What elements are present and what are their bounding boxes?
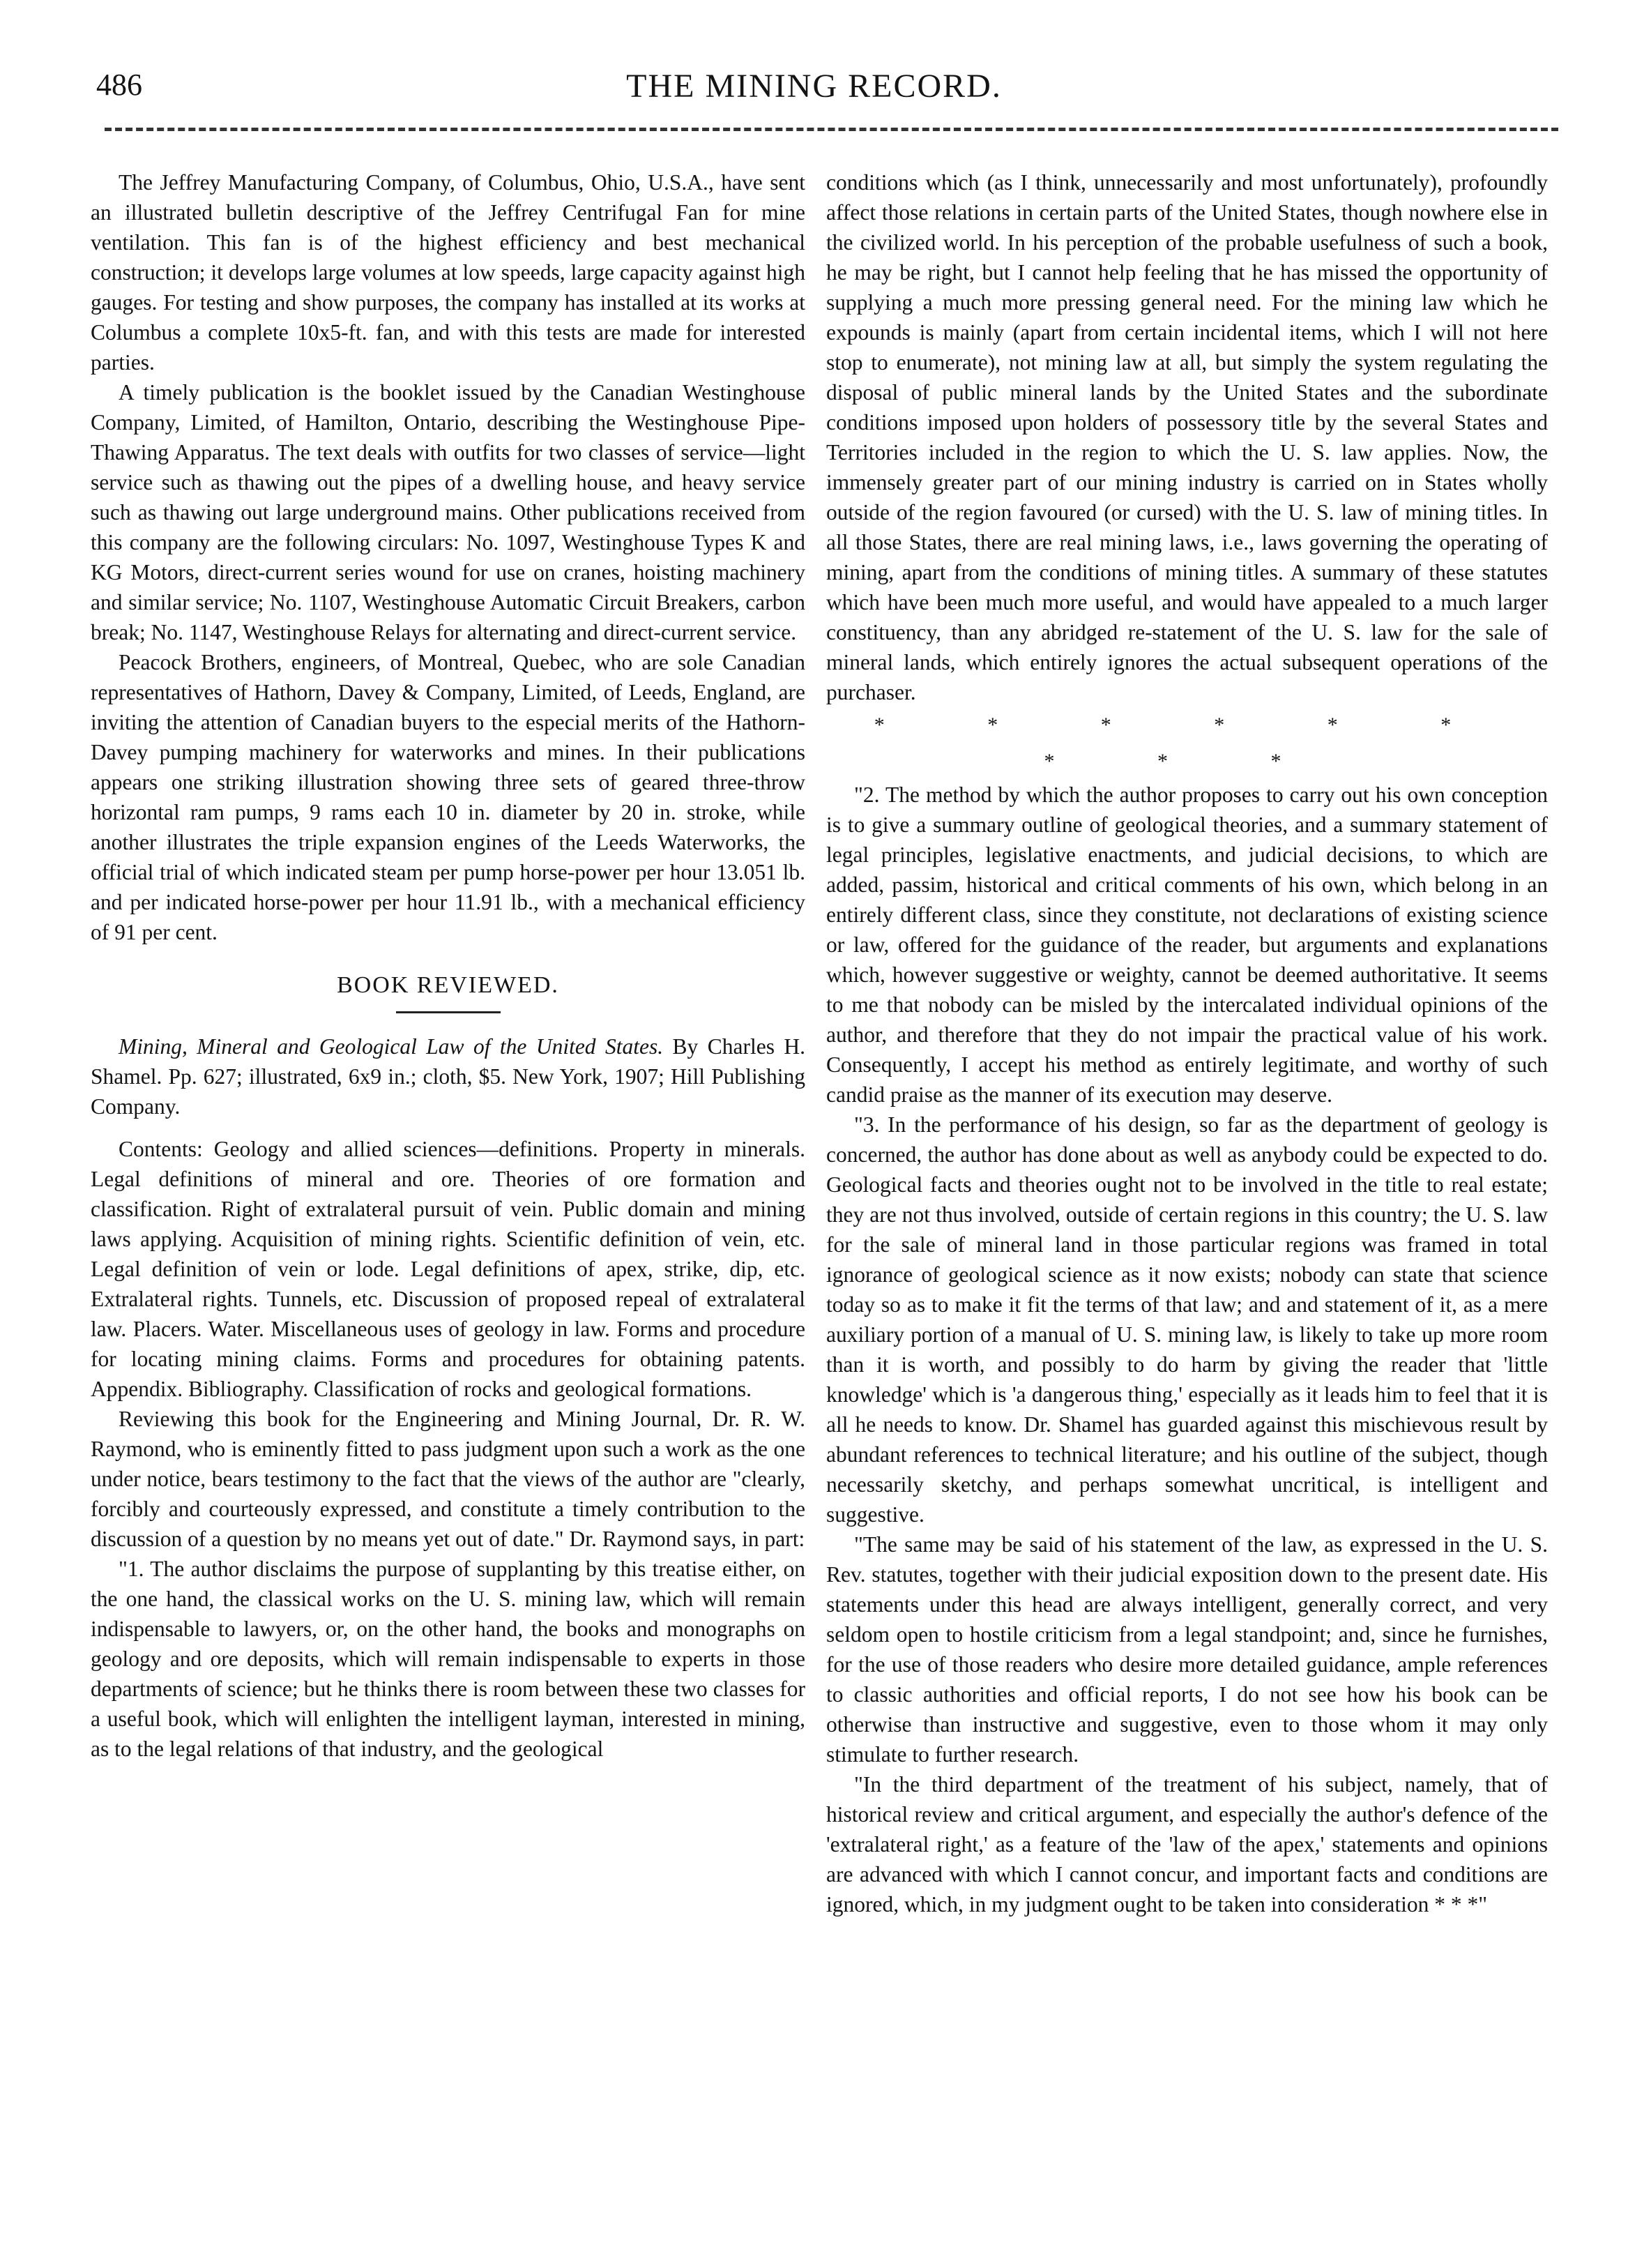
left-column [91,167,805,2226]
paragraph-westinghouse: A timely publication is the booklet issued by the Canadian Westinghouse Company, Limited, of Hamilton, Ontario, describing the Westinghouse Pipe-Thawing Apparatus. The text deals with outfits for two classes of service—light service such as thawing out the pipes of a dwelling house, and heavy service such as thawing out large underground mains. Other publications received from this company are the following circulars: No. 1097, Westinghouse Types K and KG Motors, direct-current series wound for use on cranes, hoisting machinery and similar service; No. 1107, Westinghouse Automatic Circuit Breakers, carbon break; No. 1147, Westinghouse Relays for alternating and direct-current service. [91,380,805,644]
paragraph-conditions: conditions which (as I think, unnecessarily and most unfortunately), profoundly affect those relations in certain parts of the United States, though nowhere else in the civilized world. In his perception of the probable usefulness of such a book, he may be right, but I cannot help feeling that he has missed the opportunity of supplying a much more pressing general need. For the mining law which he expounds is mainly (apart from certain incidental items, which I will not here stop to enumerate), not mining law at all, but simply the system regulating the disposal of public mineral lands by the United States and the subordinate conditions imposed upon holders of possessory title by the several States and Territories included in the region to which the U. S. law applies. Now, the immensely greater part of our mining industry is carried on in States wholly outside of the region favoured (or cursed) with the U. S. law of mining titles. In all those States, there are real mining laws, i.e., laws governing the operating of mining, apart from the conditions of mining titles. A summary of these statutes which have been much more useful, and would have appealed to a much larger constituency, than any abridged re-statement of the U. S. law for the sale of mineral lands, which entirely ignores the actual subsequent operations of the purchaser. [826,170,1548,704]
book-title: Mining, Mineral and Geological Law of the United States. [119,1034,664,1059]
paragraph-contents: Contents: Geology and allied sciences—definitions. Property in minerals. Legal definitions of mineral and ore. Theories of ore formation and classification. Right of extralateral pursuit of vein. Public domain and mining laws applying. Acquisition of mining rights. Scientific definition of vein, etc. Legal definition of vein or lode. Legal definitions of apex, strike, dip, etc. Extralateral rights. Tunnels, etc. Discussion of proposed repeal of extralateral law. Placers. Water. Miscellaneous uses of geology in law. Forms and procedure for locating mining claims. Forms and procedures for obtaining patents. Appendix. Bibliography. Classification of rocks and geological formations. [91,1137,805,1401]
paragraph-jeffrey: The Jeffrey Manufacturing Company, of Columbus, Ohio, U.S.A., have sent an illustrated bulletin descriptive of the Jeffrey Centrifugal Fan for mine ventilation. This fan is of the highest efficiency and best mechanical construction; it develops large volumes at low speeds, large capacity against high gauges. For testing and show purposes, the company has installed at its works at Columbus a complete 10x5-ft. fan, and with this tests are made for interested parties. [91,170,805,375]
book-citation [91,1031,805,1121]
asterisk-divider: * * * * * * * * * [874,713,1500,773]
paragraph-third-department: "In the third department of the treatment of his subject, namely, that of historical review and critical argument, and especially the author's defence of the 'extralateral right,' as a feature of the 'law of the apex,' statements and opinions are advanced with which I cannot concur, and important facts and conditions are ignored, which, in my judgment ought to be taken into consideration * * *" [826,1772,1548,1917]
page-number: 486 [96,68,142,102]
paragraph-point-3: "3. In the performance of his design, so far as the department of geology is concerned, the author has done about as well as anybody could be expected to do. Geological facts and theories ought not to be involved in the title to real estate; they are not thus involved, outside of certain regions in this country; the U. S. law for the sale of mineral land in those particular regions was framed in total ignorance of geological science as it now exists; nobody can state that science today so as to make it fit the terms of that law; and and statement of it, as a mere auxiliary portion of a manual of U. S. mining law, is likely to take up more room than it is worth, and possibly to do harm by giving the reader that 'little knowledge' which is 'a dangerous thing,' especially as it leads him to feel that it is all he needs to know. Dr. Shamel has guarded against this mischievous result by abundant references to technical literature; and his outline of the subject, though necessarily sketchy, and perhaps somewhat uncritical, is intelligent and suggestive. [826,1112,1548,1527]
section-rule [396,1011,501,1013]
right-column [826,167,1548,2226]
paragraph-point-2: "2. The method by which the author proposes to carry out his own conception is to give a summary outline of geological theories, and a summary statement of legal principles, legislative enactments, and judicial decisions, to which are added, passim, historical and critical comments of his own, which belong in an entirely different class, since they constitute, not declarations of existing science or law, offered for the guidance of the reader, but arguments and explanations which, however suggestive or weighty, cannot be deemed authoritative. It seems to me that nobody can be misled by the intercalated individual opinions of the author, and therefore that they do not impair the practical value of his work. Consequently, I accept his method as entirely legitimate, and worthy of such candid praise as the manner of its execution may deserve. [826,783,1548,1107]
book-details: By Charles H. Shamel. Pp. 627; illustrated, 6x9 in.; cloth, $5. New York, 1907; Hill Publishing Company. [91,1034,806,1119]
running-head: THE MINING RECORD. [626,68,1002,105]
paragraph-point-1: "1. The author disclaims the purpose of supplanting by this treatise either, on the one hand, the classical works on the U. S. mining law, which will remain indispensable to lawyers, or, on the other hand, the books and monographs on geology and ore deposits, which will remain indispensable to experts in those departments of science; but he thinks there is room between these two classes for a useful book, which will enlighten the intelligent layman, interested in mining, as to the legal relations of that industry, and the geological [91,1557,805,1761]
section-title: BOOK REVIEWED. [337,972,559,998]
header-rule [105,128,1558,131]
paragraph-reviewing: Reviewing this book for the Engineering and Mining Journal, Dr. R. W. Raymond, who is eminently fitted to pass judgment upon such a work as the one under notice, bears testimony to the fact that the views of the author are "clearly, forcibly and courteously expressed, and constitute a timely contribution to the discussion of a question by no means yet out of date." Dr. Raymond says, in part: [91,1407,805,1551]
paragraph-same: "The same may be said of his statement of the law, as expressed in the U. S. Rev. statutes, together with their judicial exposition down to the present date. His statements under this head are always intelligent, generally correct, and very seldom open to hostile criticism from a legal standpoint; and, since he furnishes, for the use of those readers who desire more detailed guidance, ample references to classic authorities and official reports, I do not see how his book can be otherwise than instructive and suggestive, even to those whom it may only stimulate to further research. [826,1532,1548,1767]
paragraph-peacock: Peacock Brothers, engineers, of Montreal, Quebec, who are sole Canadian representatives of Hathorn, Davey & Company, Limited, of Leeds, England, are inviting the attention of Canadian buyers to the especial merits of the Hathorn-Davey pumping machinery for waterworks and mines. In their publications appears one striking illustration showing three sets of geared three-throw horizontal ram pumps, 9 rams each 10 in. diameter by 20 in. stroke, while another illustrates the triple expansion engines of the Leeds Waterworks, the official trial of which indicated steam per pump horse-power per hour 13.051 lb. and per indicated horse-power per hour 11.91 lb., with a mechanical efficiency of 91 per cent. [91,650,805,944]
